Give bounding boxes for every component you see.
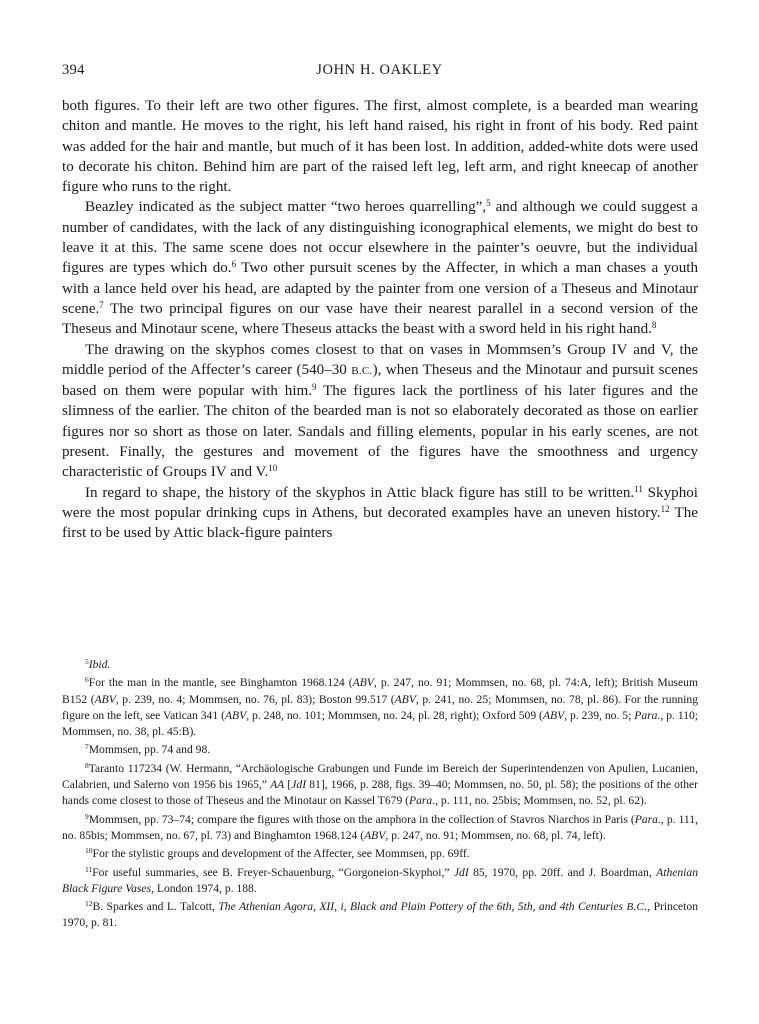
footnote-text: For useful summaries, see B. Freyer-Schauenburg, “Gorgoneion-Skyphoi,”	[92, 865, 454, 879]
abbrev-abv: ABV	[94, 692, 116, 706]
footnote-text: For the man in the mantle, see Binghamton 1968.124 (	[88, 676, 353, 690]
footnote-number: 5	[85, 657, 89, 666]
abbrev-abv: ABV	[352, 676, 374, 690]
text-run: The figures lack the portliness of his later figures and the slimness of the earlier. The chiton of the bearded man is not so elaborately decorated as those on earlier figures nor so short as those on later. Sandals and filling elements, popular in his early scenes, are not present. Finally, the gestures and movement of the figures have the smoothness and urgency characteristic of Groups IV and V.	[62, 383, 698, 481]
abbrev-abv: ABV	[394, 692, 416, 706]
footnote-ref-12[interactable]: 12	[660, 503, 670, 514]
footnote-number: 12	[85, 899, 93, 909]
abbrev-aa: AA	[270, 778, 285, 792]
footnote-text: Mommsen, pp. 74 and 98.	[88, 743, 211, 757]
paragraph-4	[62, 483, 698, 544]
footnote-text: , p. 248, no. 101; Mommsen, no. 24, pl. 28, right); Oxford 509 (	[246, 708, 543, 722]
footnote-number: 9	[85, 811, 89, 821]
text-run: The first to be used by Attic black-figure painters	[62, 504, 698, 542]
footnote-text: , p. 239, no. 4; Mommsen, no. 76, pl. 83); Boston 99.517 (	[115, 692, 395, 706]
footnote-ref-10[interactable]: 10	[268, 463, 278, 474]
text-run: In regard to shape, the history of the skyphos in Attic black figure has still to be written.	[85, 484, 635, 501]
footnote-text: Mommsen, pp. 73–74; compare the figures with those on the amphora in the collection of Stavros Niarchos in Paris (	[88, 812, 635, 826]
text-run: Skyphoi were the most popular drinking cups in Athens, but decorated examples have an uneven history.	[62, 484, 698, 521]
footnote-number: 7	[85, 742, 89, 752]
text-run: Two other pursuit scenes by the Affecter, in which a man chases a youth with a lance held over his head, are adapted by the painter from one version of a Theseus and Minotaur scene.	[62, 260, 699, 317]
footnote-ref-11[interactable]: 11	[634, 483, 643, 494]
footnote-12	[62, 899, 698, 932]
abbrev-jdi: JdI	[291, 778, 307, 792]
footnote-text: 85, 1970, pp. 20ff. and J. Boardman,	[468, 865, 657, 879]
abbrev-para: Para.	[634, 812, 661, 826]
text-run: The drawing on the skyphos comes closest to that on vases in Mommsen’s Group IV and V, the middle period of the Affecter’s career (540–30	[62, 341, 698, 378]
footnote-8	[62, 761, 698, 810]
footnote-7	[62, 742, 698, 758]
footnote-text: For the stylistic groups and development of the Affecter, see Mommsen, pp. 69ff.	[92, 847, 470, 861]
abbrev-abv: ABV	[542, 708, 565, 722]
footnotes	[62, 657, 698, 934]
footnote-text: 81], 1966, p. 288, figs. 39–40; Mommsen, no. 50, pl. 58); the positions of the other hands come closest to those of Theseus and the Minotaur on Kassel T679 (	[62, 778, 699, 808]
footnote-ref-7[interactable]: 7	[99, 299, 104, 310]
footnote-number: 6	[85, 675, 89, 685]
footnote-text: , p. 241, no. 25; Mommsen, no. 78, pl. 86). For the running figure on the left, see Vatican 341 (	[62, 692, 698, 722]
footnote-text: , p. 110; Mommsen, no. 38, pl. 45:B).	[62, 708, 699, 739]
footnote-11	[62, 865, 698, 898]
text-run: and although we could suggest a number of candidates, with the lack of any distinguishing iconographical elements, we might do best to leave it at this. The same scene does not occur elsewhere in the painter’s oeuvre, but the individual figures are types which do.	[62, 199, 698, 277]
page-number: 394	[62, 62, 85, 78]
footnote-text: , Princeton 1970, p. 81.	[62, 900, 698, 930]
footnote-ref-8[interactable]: 8	[651, 320, 657, 331]
footnote-5	[62, 657, 698, 673]
footnote-6	[62, 675, 698, 740]
footnote-text: , p. 239, no. 5;	[564, 708, 635, 722]
text-run: ), when Theseus and the Minotaur and pursuit scenes based on them were popular with him.	[62, 361, 698, 400]
era-abbrev: B.C.	[626, 901, 648, 914]
footnote-text: , p. 111, no. 25bis; Mommsen, no. 52, pl. 62).	[435, 794, 647, 808]
text-run: Beazley indicated as the subject matter “two heroes quarrelling”,	[85, 199, 487, 216]
footnote-number: 10	[85, 846, 93, 856]
abbrev-abv: ABV	[224, 708, 247, 722]
footnote-number: 11	[85, 864, 93, 874]
book-title: The Athenian Agora, XII, i, Black and Plain Pottery of the 6th, 5th, and 4th Centuries	[218, 900, 624, 914]
footnote-text: , p. 111, no. 85bis; Mommsen, no. 67, pl. 73) and Binghamton 1968.124 (	[62, 812, 698, 842]
footnote-text: , p. 247, no. 91; Mommsen, no. 68, pl. 74, left).	[385, 828, 606, 842]
footnote-text: B. Sparkes and L. Talcott,	[92, 900, 219, 914]
text-run: both figures. To their left are two other figures. The first, almost complete, is a bearded man wearing chiton and mantle. He moves to the right, his left hand raised, his right in front of his body. Red paint was added for the hair and mantle, but much of it has been lost. In addition, added-white dots were used to decorate his chiton. Behind him are part of the raised left leg, left arm, and right kneecap of another figure who runs to the right.	[62, 98, 698, 196]
paragraph-2	[62, 197, 698, 339]
body-text	[62, 96, 698, 544]
paragraph-1	[62, 96, 698, 197]
abbrev-jdi: JdI	[453, 865, 469, 879]
footnote-text: [	[284, 778, 292, 792]
abbrev-para: Para.	[634, 708, 661, 722]
footnote-text: , p. 247, no. 91; Mommsen, no. 68, pl. 74:A, left); British Museum B152 (	[62, 676, 698, 706]
footnote-ref-5[interactable]: 5	[486, 198, 491, 209]
book-title: Athenian Black Figure Vases	[62, 865, 698, 895]
running-head: JOHN H. OAKLEY	[316, 62, 443, 78]
footnote-ref-9[interactable]: 9	[312, 382, 317, 393]
footnote-10	[62, 846, 698, 862]
paragraph-3	[62, 340, 698, 483]
abbrev-abv: ABV	[364, 828, 386, 842]
abbrev-para: Para.	[409, 794, 436, 808]
footnote-text: , London 1974, p. 188.	[151, 881, 257, 895]
text-run: The two principal figures on our vase have their nearest parallel in a second version of the Theseus and Minotaur scene, where Theseus attacks the beast with a sword held in his right hand.	[62, 300, 698, 338]
footnote-text: Ibid.	[88, 658, 111, 671]
footnote-text: Taranto 117234 (W. Hermann, “Archäologische Grabungen und Funde im Bereich der Superintendenzen von Apulien, Lucanien, Calabrien, und Salerno von 1956 bis 1965,”	[62, 761, 698, 792]
footnote-ref-6[interactable]: 6	[231, 259, 237, 270]
era-abbrev: B.C.	[351, 364, 373, 377]
footnote-9	[62, 812, 698, 845]
footnote-number: 8	[85, 760, 89, 770]
